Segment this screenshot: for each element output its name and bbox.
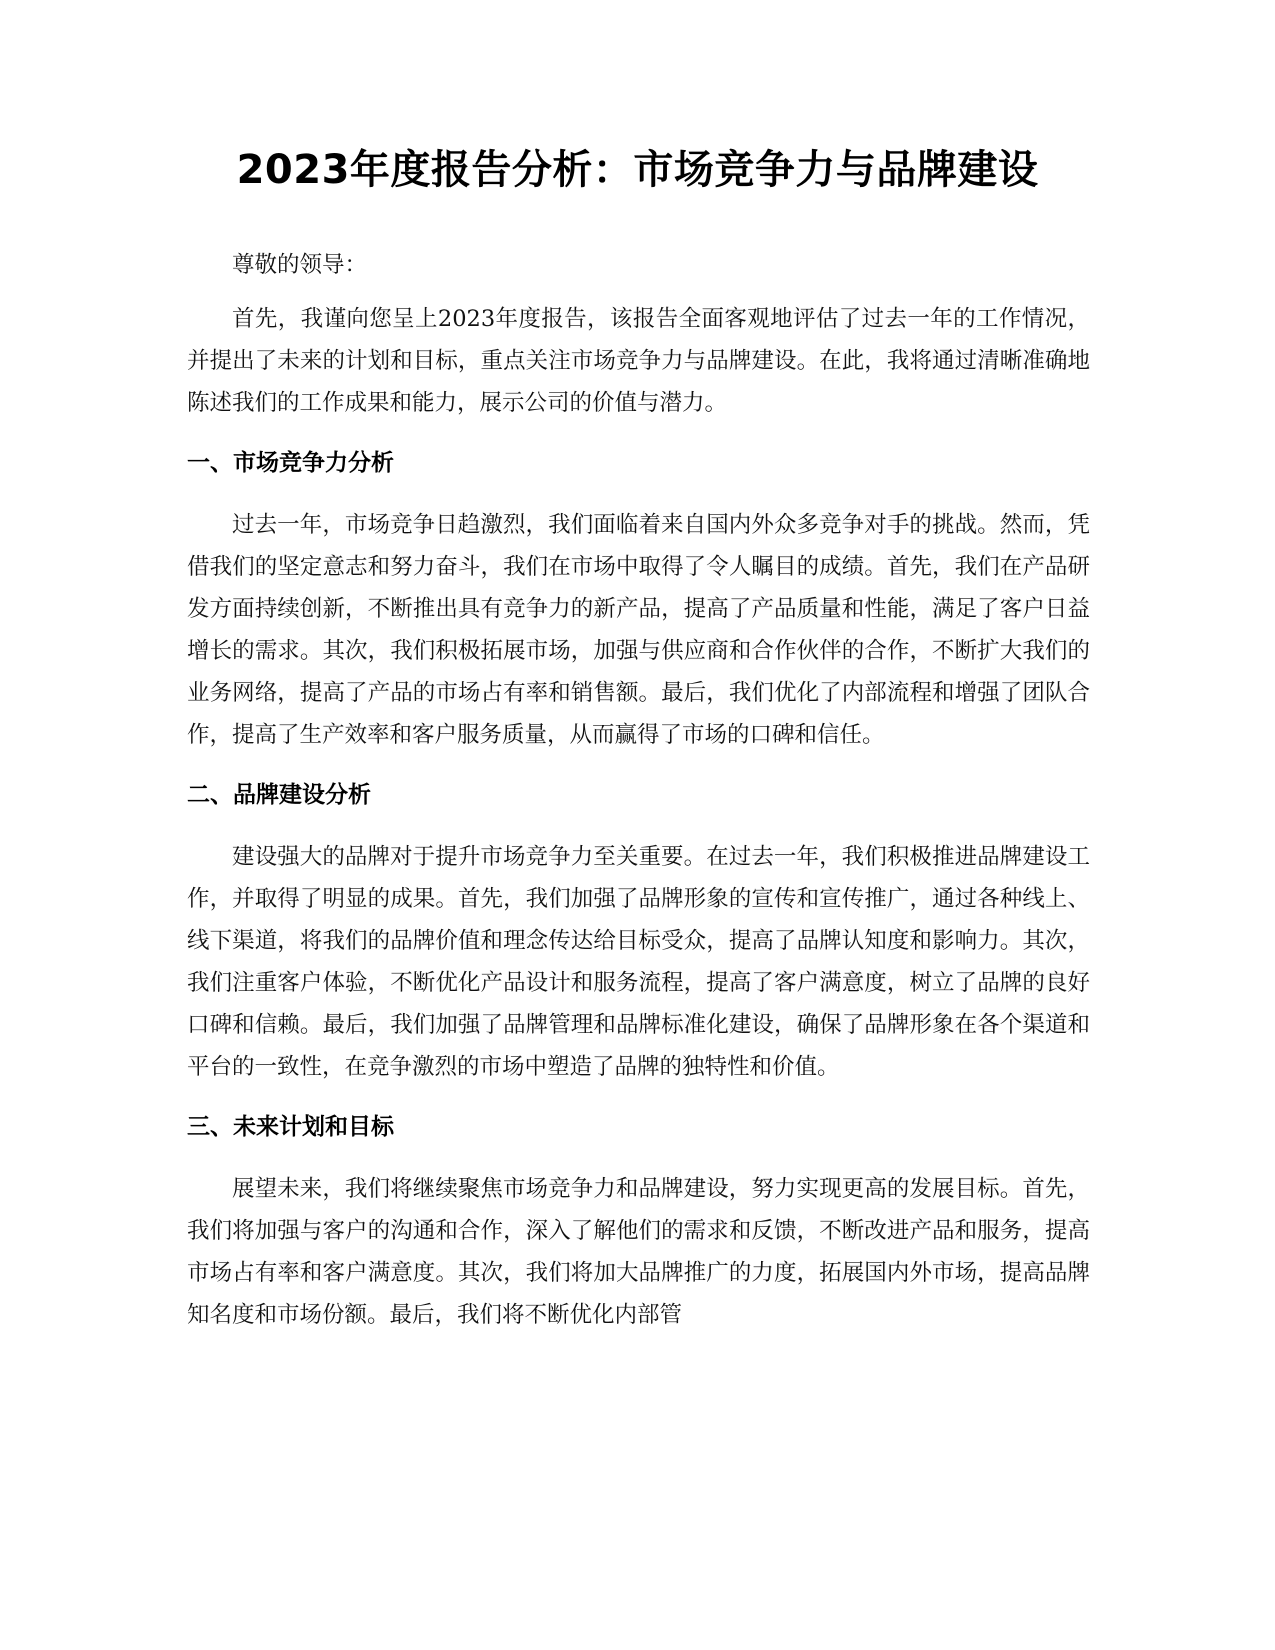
intro-paragraph: 首先，我谨向您呈上2023年度报告，该报告全面客观地评估了过去一年的工作情况，并提出了未来的计划和目标，重点关注市场竞争力与品牌建设。在此，我将通过清晰准确地陈述我们的工作成果和能力，展示公司的价值与潜力。 [187,306,1090,416]
document-body [187,244,1090,1336]
section-body-market: 过去一年，市场竞争日趋激烈，我们面临着来自国内外众多竞争对手的挑战。然而，凭借我们的坚定意志和努力奋斗，我们在市场中取得了令人瞩目的成绩。首先，我们在产品研发方面持续创新，不断推出具有竞争力的新产品，提高了产品质量和性能，满足了客户日益增长的需求。其次，我们积极拓展市场，加强与供应商和合作伙伴的合作，不断扩大我们的业务网络，提高了产品的市场占有率和销售额。最后，我们优化了内部流程和增强了团队合作，提高了生产效率和客户服务质量，从而赢得了市场的口碑和信任。 [187,512,1090,748]
salutation: 尊敬的领导： [232,252,368,278]
section-heading-market: 一、市场竞争力分析 [187,450,394,476]
document-title: 2023年度报告分析：市场竞争力与品牌建设 [236,147,1039,193]
section-heading-future: 三、未来计划和目标 [187,1114,394,1140]
section-body-future: 展望未来，我们将继续聚焦市场竞争力和品牌建设，努力实现更高的发展目标。首先，我们将加强与客户的沟通和合作，深入了解他们的需求和反馈，不断改进产品和服务，提高市场占有率和客户满意度。其次，我们将加大品牌推广的力度，拓展国内外市场，提高品牌知名度和市场份额。最后，我们将不断优化内部管 [187,1176,1090,1328]
section-heading-brand: 二、品牌建设分析 [187,782,371,808]
section-body-brand: 建设强大的品牌对于提升市场竞争力至关重要。在过去一年，我们积极推进品牌建设工作，并取得了明显的成果。首先，我们加强了品牌形象的宣传和宣传推广，通过各种线上、线下渠道，将我们的品牌价值和理念传达给目标受众，提高了品牌认知度和影响力。其次，我们注重客户体验，不断优化产品设计和服务流程，提高了客户满意度，树立了品牌的良好口碑和信赖。最后，我们加强了品牌管理和品牌标准化建设，确保了品牌形象在各个渠道和平台的一致性，在竞争激烈的市场中塑造了品牌的独特性和价值。 [187,844,1090,1080]
